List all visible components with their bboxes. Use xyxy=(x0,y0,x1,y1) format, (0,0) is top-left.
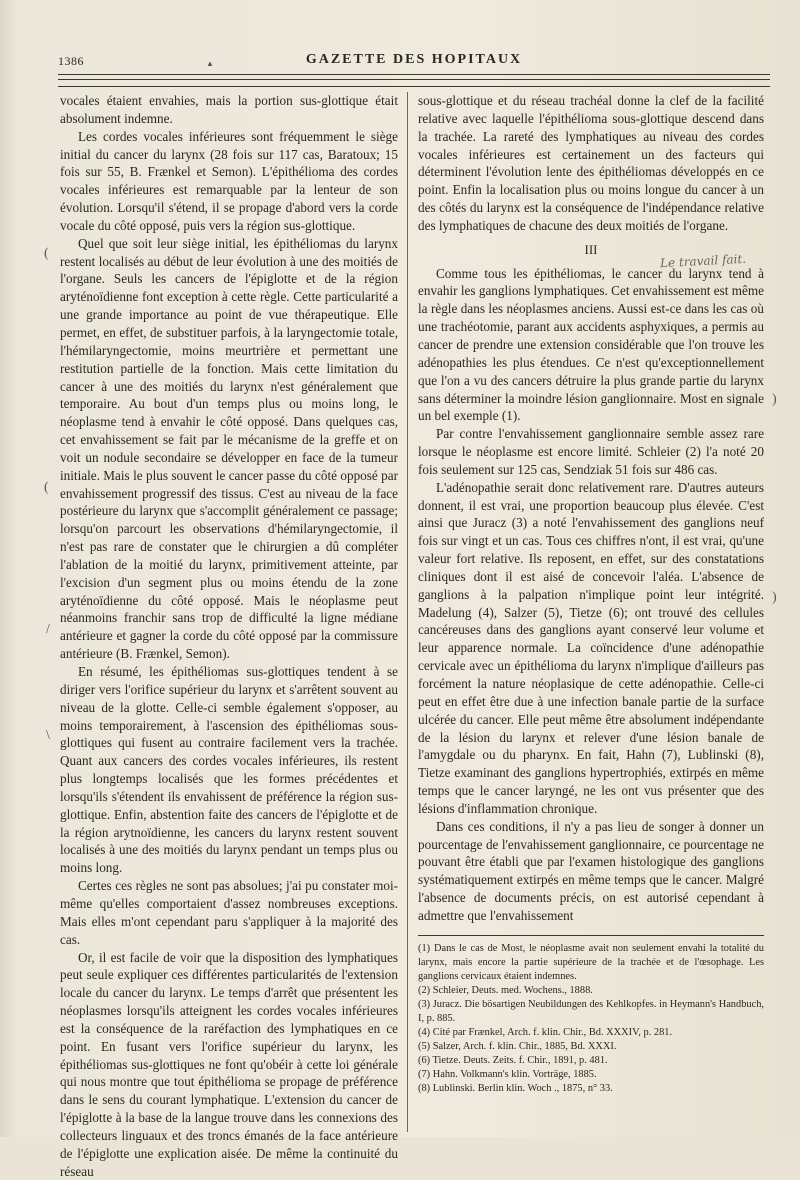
header-rule xyxy=(58,74,770,75)
footnote: (5) Salzer, Arch. f. klin. Chir., 1885, Bd. XXXI. xyxy=(418,1040,764,1054)
margin-bracket: / xyxy=(46,622,50,638)
column-divider xyxy=(407,92,408,1132)
section-number: III xyxy=(418,241,764,259)
footnote: (2) Schleier, Deuts. med. Wochens., 1888. xyxy=(418,984,764,998)
margin-bracket: ) xyxy=(772,392,777,408)
paragraph: vocales étaient envahies, mais la portion sus-glottique était absolument indemne. xyxy=(60,92,398,128)
paragraph: Certes ces règles ne sont pas absolues; j'ai pu constater moi-même qu'elles comportaient d'assez nombreuses exceptions. Mais elles m'ont cependant paru s'appliquer à la majorité des cas. xyxy=(60,877,398,948)
ornament-mark: ▲ xyxy=(206,59,214,68)
paragraph: Les cordes vocales inférieures sont fréquemment le siège initial du cancer du larynx (28 fois sur 117 cas, Baratoux; 15 fois sur 55, B. Frænkel et Semon). L'épithélioma des cordes vocales inférieures est remarquable par la lenteur de son évolution. Lorsqu'il s'étend, il se propage d'abord vers la corde vocale du côté opposé, puis vers la région sus-glottique. xyxy=(60,128,398,235)
left-column xyxy=(60,92,398,1180)
header-rule xyxy=(58,86,770,87)
paragraph: L'adénopathie serait donc relativement rare. D'autres auteurs donnent, il est vrai, une proportion beaucoup plus élevée. C'est ainsi que Juracz (3) a noté l'envahissement des ganglions neuf fois sur vingt et un cas. Tous ces chiffres n'ont, il est vrai, qu'une valeur fort relative. Ils reposent, en effet, sur des constatations cliniques dont il est aisé de concevoir l'aléa. L'absence de ganglions à la palpation n'implique point leur intégrité. Madelung (4), Salzer (5), Tietze (6); ont trouvé des cellules cancéreuses dans des ganglions ayant conservé leur volume et leur apparence normale. La coïncidence d'une adénopathie cervicale avec un épithélioma du larynx n'implique d'ailleurs pas forcément la nature néoplasique de cette adénopathie. Celle-ci peut en effet être due à une infection banale partie de la surface ulcérée du cancer. Elle peut même être absolument indépendante de la lésion du larynx et relever d'une lésion banale de l'amygdale ou du pharynx. En fait, Hahn (7), Lublinski (8), Tietze examinant des ganglions hypertrophiés, extirpés en même temps que le cancer laryngé, ne les ont vus présenter que des lésions d'inflammation chronique. xyxy=(418,479,764,818)
paragraph: Quel que soit leur siège initial, les épithéliomas du larynx restent localisés au début de leur évolution à une des moitiés de l'organe. Seuls les cancers de l'épiglotte et de la région aryténoïdienne font exception à cette règle. Cette particularité a une grande importance au point de vue thérapeutique. Elle permet, en effet, de substituer parfois, à la laryngectomie totale, l'hémilaryngectomie, moins meurtrière et permettant une restitution partielle de la fonction. Mais cette limitation du cancer à une des moitiés du larynx n'est généralement que temporaire. Au bout d'un temps plus ou moins long, le néoplasme tend à envahir le côté opposé. Dans quelques cas, cet envahissement se fait par le mécanisme de la greffe et on voit un nodule secondaire se développer en face de la tumeur initiale. Mais le plus souvent le cancer passe du côté opposé par envahissement progressif des tissus. C'est au niveau de la face postérieure du larynx que s'accomplit généralement ce passage; lorsqu'on parcourt les observations d'hémilaryngectomie, il n'est pas rare de constater que le chirurgien a dû compléter l'ablation de la moitié du larynx, primitivement atteinte, par l'excision d'un segment plus ou moins étendu de la zone aryténoïdienne du côté opposé. Mais le néoplasme peut néanmoins franchir sans trop de difficulté la ligne médiane antérieure et gagner la corde du côté opposé par la commissure antérieure (B. Frænkel, Semon). xyxy=(60,235,398,663)
header-rule xyxy=(58,79,770,80)
footnote: (6) Tietze. Deuts. Zeits. f. Chir., 1891, p. 481. xyxy=(418,1054,764,1068)
margin-bracket: ( xyxy=(44,480,49,496)
margin-bracket: \ xyxy=(46,728,50,744)
paragraph: Par contre l'envahissement ganglionnaire semble assez rare lorsque le néoplasme est encore limité. Schleier (2) l'a noté 20 fois seulement sur 125 cas, Sendziak 51 fois sur 486 cas. xyxy=(418,425,764,479)
paragraph: sous-glottique et du réseau trachéal donne la clef de la facilité relative avec laquelle l'épithélioma sous-glottique descend dans la trachée. La rareté des lymphatiques au niveau des cordes vocales inférieures est certainement un des facteurs qui déterminent l'évolution lente des épithéliomas développés en ce point. Enfin la localisation plus ou moins longue du cancer à un des côtés du larynx est la conséquence de l'indépendance relative des lymphatiques de chacune des deux moitiés de l'organe. xyxy=(418,92,764,235)
margin-bracket: ) xyxy=(772,590,777,606)
margin-bracket: ( xyxy=(44,246,49,262)
handwritten-annotation: Le travail fait. xyxy=(660,252,747,270)
footnote: (7) Hahn. Volkmann's klin. Vorträge, 1885. xyxy=(418,1068,764,1082)
paragraph: Comme tous les épithéliomas, le cancer du larynx tend à envahir les ganglions lymphatiques. Cet envahissement est même la règle dans les néoplasmes anciens. Aussi est-ce dans les cas où une trachéotomie, parant aux accidents asphyxiques, a permis au cancer de prendre une extension considérable que l'on trouve les adénopathies les plus étendues. Ce n'est qu'exceptionnellement que l'on a vu des cancers détruire la plus grande partie du larynx sans déterminer la moindre lésion ganglionnaire. Most en signale un bel exemple (1). xyxy=(418,265,764,426)
page-number: 1386 xyxy=(58,54,84,69)
paragraph: En résumé, les épithéliomas sus-glottiques tendent à se diriger vers l'orifice supérieur du larynx et s'arrêtent souvent au niveau de la glotte. Celle-ci semble également s'opposer, au moins temporairement, à l'ascension des épithéliomas sous-glottiques qui fusent au contraire facilement vers la trachée. Quant aux cancers des cordes vocales inférieures, ils restent plus longtemps localisés que les formes précédentes et lorsqu'ils s'étendent ils envahissent de préférence la région sus-glottique. Enfin, abstention faite des cancers de l'épiglotte et de la région arytnoïdienne, les cancers du larynx restent souvent localisés à une des moitiés du larynx pendant un temps plus ou moins long. xyxy=(60,663,398,877)
footnote: (1) Dans le cas de Most, le néoplasme avait non seulement envahi la totalité du larynx, mais encore la partie supérieure de la trachée et de l'œsophage. Les ganglions cervicaux étaient indemnes. xyxy=(418,942,764,984)
paragraph: Or, il est facile de voir que la disposition des lymphatiques peut seule expliquer ces différentes particularités de l'extension locale du cancer du larynx. Le temps d'arrêt que présentent les néoplasmes lorsqu'ils atteignent les cordes vocales inférieures est la conséquence de la raréfaction des lymphatiques en ce point. En fusant vers l'orifice supérieur du larynx, les épithéliomas sus-glottiques ne font qu'obéir à cette loi générale qui nous montre que tout épithélioma se propage de préférence dans le sens du courant lymphatique. L'extension du cancer de l'épiglotte à la base de la langue trouve dans les connexions des collecteurs linguaux et des troncs émanés de la face antérieure de l'épiglotte une explication aisée. De même la continuité du réseau xyxy=(60,949,398,1180)
footnote: (8) Lublinski. Berlin klin. Woch ., 1875, n° 33. xyxy=(418,1082,764,1096)
footnote: (4) Cité par Frænkel, Arch. f. klin. Chir., Bd. XXXIV, p. 281. xyxy=(418,1026,764,1040)
page-header xyxy=(58,52,770,74)
journal-title: GAZETTE DES HOPITAUX xyxy=(58,52,770,68)
footnote-rule xyxy=(418,935,764,936)
paragraph: Dans ces conditions, il n'y a pas lieu de songer à donner un pourcentage de l'envahissement ganglionnaire, ce pourcentage ne pouvant être établi que par l'examen histologique des ganglions systématiquement extirpés en même temps que le cancer. Malgré l'absence de documents précis, on est autorisé cependant à admettre que l'envahissement xyxy=(418,818,764,925)
footnotes xyxy=(418,942,764,1096)
footnote: (3) Juracz. Die bösartigen Neubildungen des Kehlkopfes. in Heymann's Handbuch, I, p. 885. xyxy=(418,998,764,1026)
right-column xyxy=(418,92,764,1096)
